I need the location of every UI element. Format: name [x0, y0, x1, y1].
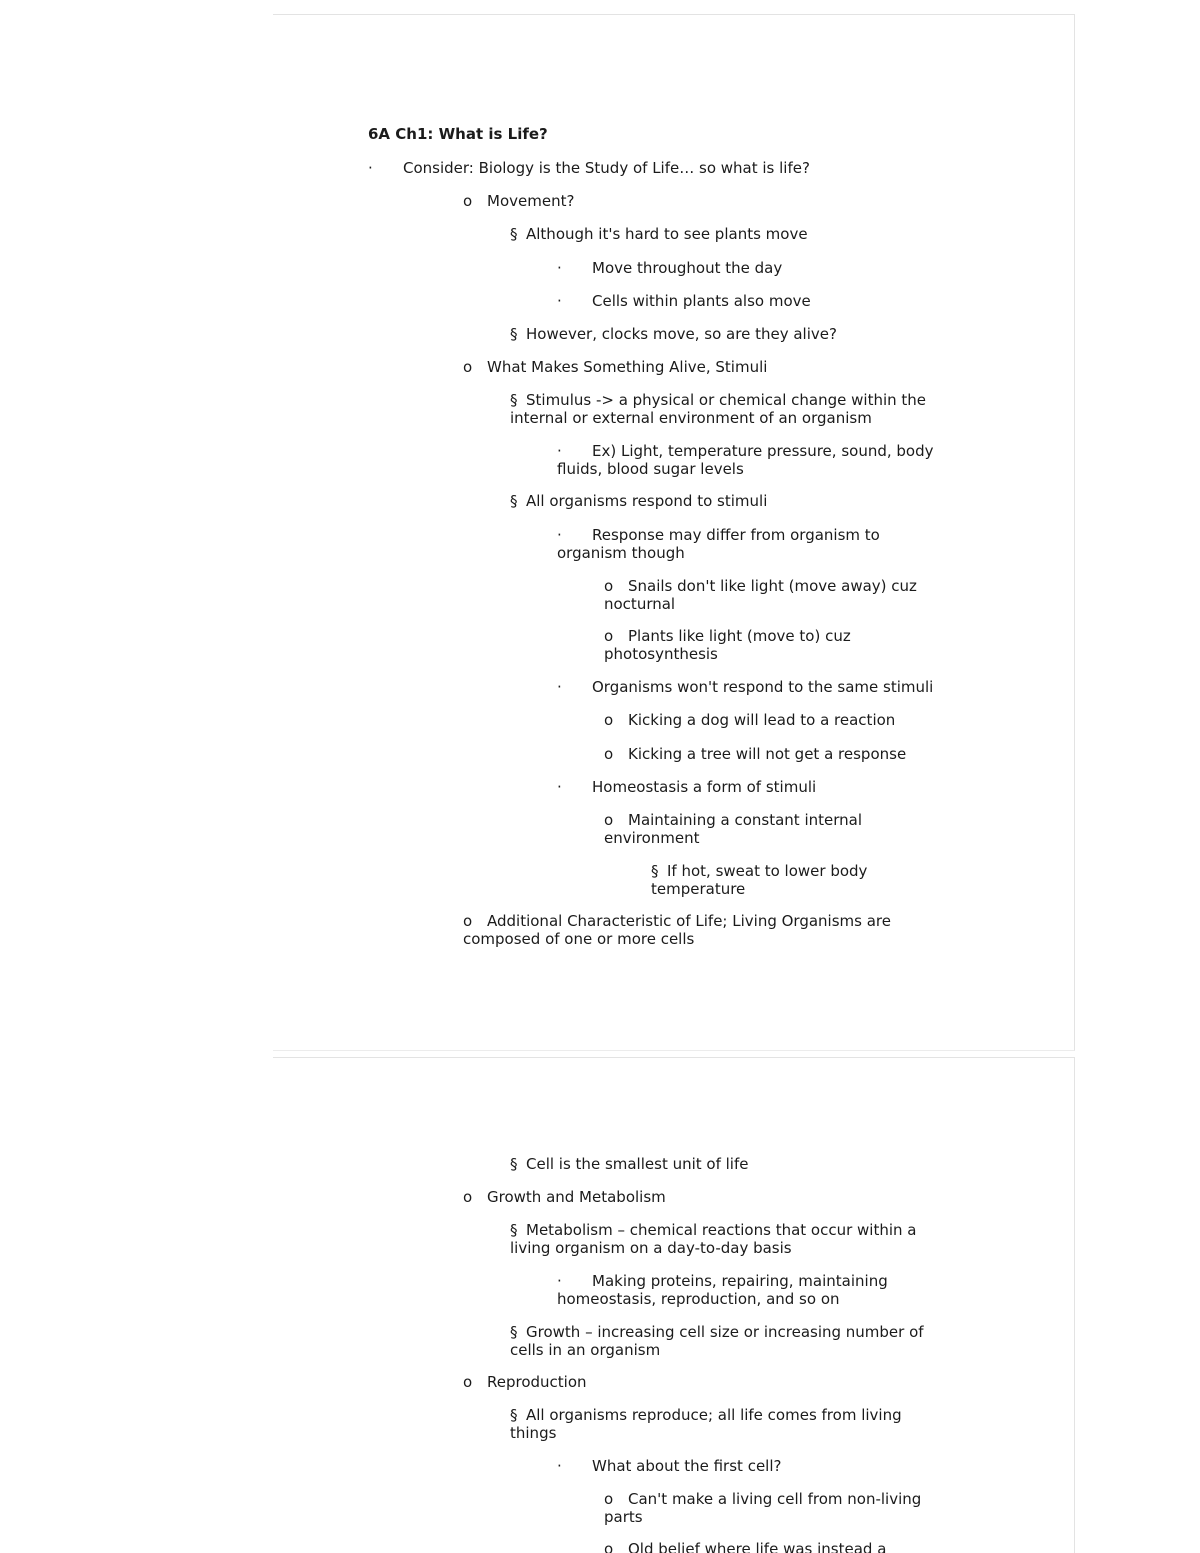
outline-item: § Although it's hard to see plants move — [510, 225, 808, 243]
outline-item: · Organisms won't respond to the same stimuli — [557, 678, 934, 696]
document-title: 6A Ch1: What is Life? — [368, 125, 548, 143]
outline-item: o Snails don't like light (move away) cuz nocturnal — [604, 577, 917, 613]
outline-item: § Metabolism – chemical reactions that occur within a living organism on a day-to-day basis — [510, 1221, 917, 1257]
outline-item: · Cells within plants also move — [557, 292, 811, 310]
outline-item: · What about the first cell? — [557, 1457, 782, 1475]
document-page-2 — [273, 1057, 1075, 1553]
outline-item: o Movement? — [463, 192, 575, 210]
outline-item: o Kicking a tree will not get a response — [604, 745, 907, 763]
outline-item: § If hot, sweat to lower body temperature — [651, 862, 868, 898]
outline-item: · Homeostasis a form of stimuli — [557, 778, 817, 796]
outline-item: o Growth and Metabolism — [463, 1188, 666, 1206]
outline-item: o Kicking a dog will lead to a reaction — [604, 711, 896, 729]
document-page-1 — [273, 14, 1075, 1051]
outline-item: · Ex) Light, temperature pressure, sound, body fluids, blood sugar levels — [557, 442, 934, 478]
outline-item: § Growth – increasing cell size or increasing number of cells in an organism — [510, 1323, 924, 1359]
outline-item: § All organisms respond to stimuli — [510, 492, 768, 510]
outline-item: · Move throughout the day — [557, 259, 783, 277]
outline-item: o Plants like light (move to) cuz photosynthesis — [604, 627, 851, 663]
outline-item: o Reproduction — [463, 1373, 587, 1391]
outline-item: § Stimulus -> a physical or chemical change within the internal or external environment of an organism — [510, 391, 927, 427]
outline-item: o Maintaining a constant internal environment — [604, 811, 863, 847]
outline-item: § All organisms reproduce; all life comes from living things — [510, 1406, 902, 1442]
outline-item: § However, clocks move, so are they alive? — [510, 325, 837, 343]
outline-item: o What Makes Something Alive, Stimuli — [463, 358, 768, 376]
outline-item: § Cell is the smallest unit of life — [510, 1155, 749, 1173]
outline-item: · Making proteins, repairing, maintaining homeostasis, reproduction, and so on — [557, 1272, 888, 1308]
outline-item: · Consider: Biology is the Study of Life… so what is life? — [368, 159, 810, 177]
outline-item: · Response may differ from organism to organism though — [557, 526, 880, 562]
outline-item: o Old belief where life was instead a — [604, 1540, 887, 1553]
outline-item: o Can't make a living cell from non-living parts — [604, 1490, 922, 1526]
outline-item: o Additional Characteristic of Life; Living Organisms are composed of one or more cells — [463, 912, 891, 948]
